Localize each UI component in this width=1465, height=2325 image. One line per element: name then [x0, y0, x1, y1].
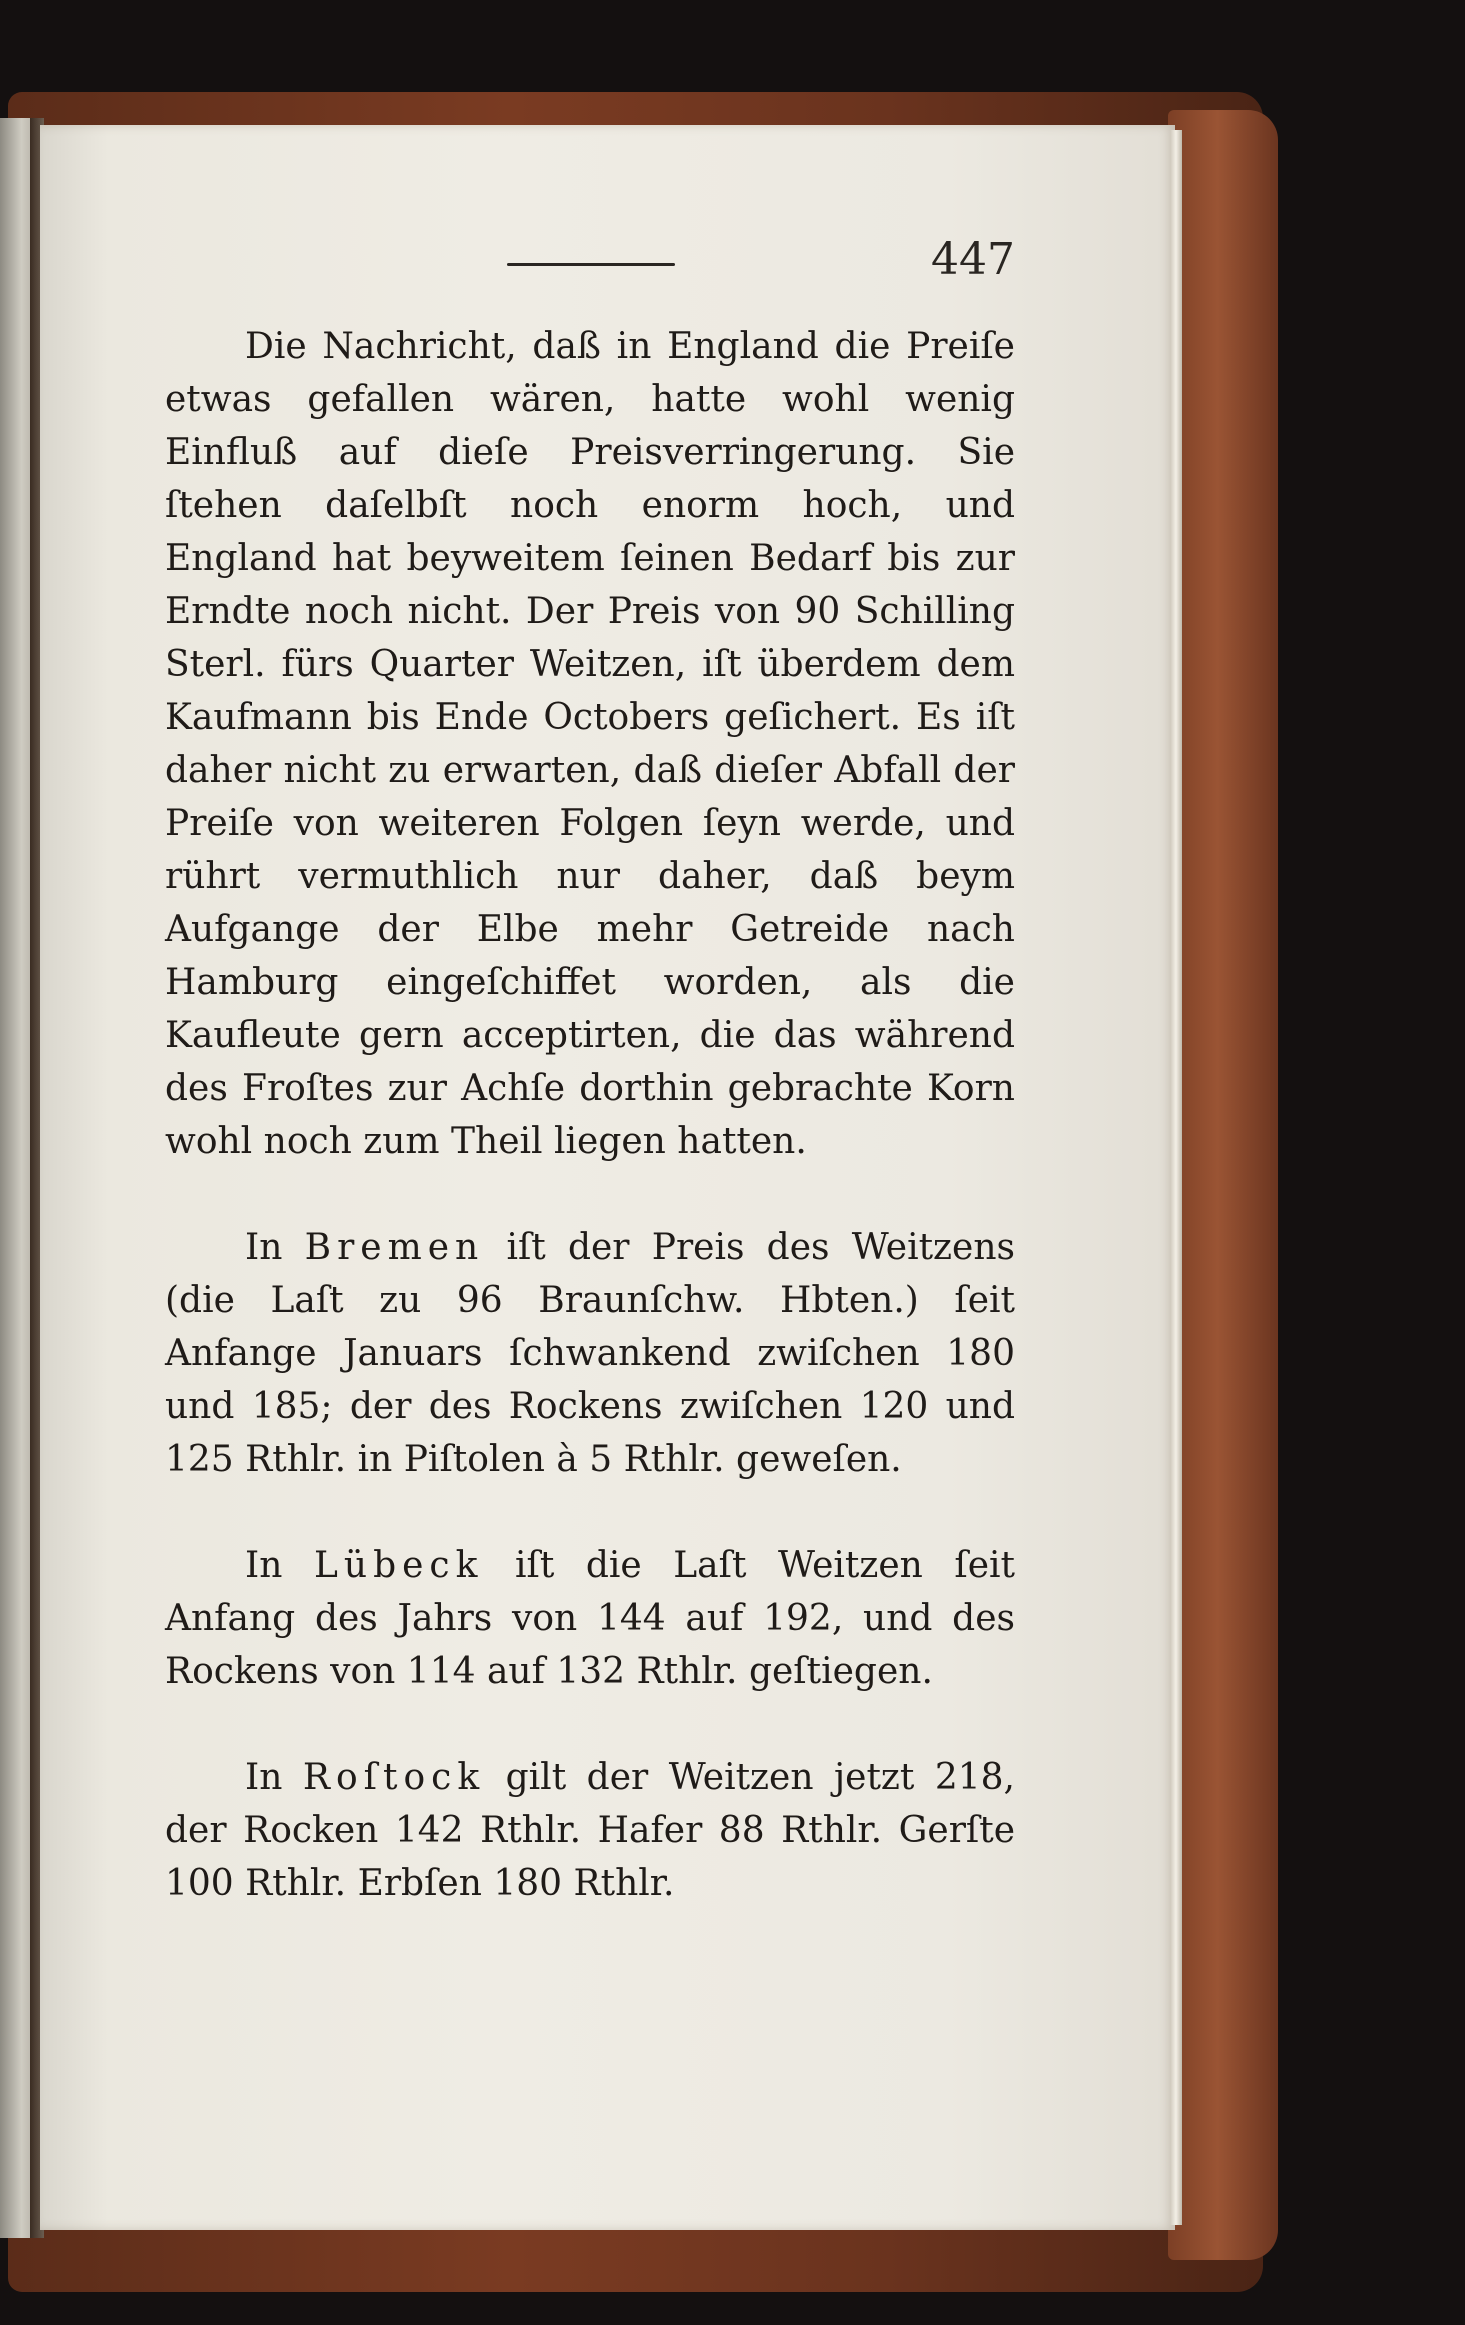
paragraph-england: Die Nachricht, daß in England die Preiſe etwas gefallen wären, hatte wohl wenig Einfluß auf dieſe Preisverringerung. Sie ſtehen daſelbſt noch enorm hoch, und England hat beyweitem ſeinen Bedarf bis zur Erndte noch nicht. Der Preis von 90 Schilling Sterl. fürs Quarter Weitzen, iſt überdem dem Kaufmann bis Ende Octobers geſichert. Es iſt daher nicht zu erwarten, daß dieſer Abfall der Preiſe von weiteren Folgen ſeyn werde, und rührt vermuthlich nur daher, daß beym Aufgange der Elbe mehr Getreide nach Hamburg eingeſchiffet worden, als die Kaufleute gern acceptirten, die das während des Froſtes zur Achſe dorthin gebrachte Korn wohl noch zum Theil liegen hatten.: [165, 326, 1015, 1162]
paragraph-lead: In: [245, 1227, 305, 1268]
paragraph-rostock: [165, 1751, 1015, 1910]
paragraph-body: iſt der Preis des Weitzens (die Laſt zu 96 Braunſchw. Hbten.) ſeit Anfange Januars ſchwankend zwiſchen 180 und 185; der des Rockens zwiſchen 120 und 125 Rthlr. in Piſtolen à 5 Rthlr. geweſen.: [165, 1227, 1015, 1480]
page-text: [165, 320, 1015, 1910]
paragraph-bremen: [165, 1221, 1015, 1486]
paragraph-lead: In: [245, 1545, 314, 1586]
paragraph-body: gilt der Weitzen jetzt 218, der Rocken 142 Rthlr. Hafer 88 Rthlr. Gerſte 100 Rthlr. Erbſen 180 Rthlr.: [165, 1757, 1015, 1904]
place-name-rostock: Roſtock: [302, 1757, 486, 1798]
book-cover-edge: [1168, 110, 1278, 2260]
paragraph-body: iſt die Laſt Weitzen ſeit Anfang des Jahrs von 144 auf 192, und des Rockens von 114 auf 132 Rthlr. geſtiegen.: [165, 1545, 1015, 1692]
page-stack-edge: [1170, 130, 1182, 2225]
place-name-luebeck: Lübeck: [313, 1545, 484, 1586]
paragraph-lead: In: [245, 1757, 303, 1798]
page-number: 447: [931, 234, 1015, 285]
paragraph-luebeck: [165, 1539, 1015, 1698]
place-name-bremen: Bremen: [304, 1227, 485, 1268]
header-rule: [507, 263, 675, 266]
